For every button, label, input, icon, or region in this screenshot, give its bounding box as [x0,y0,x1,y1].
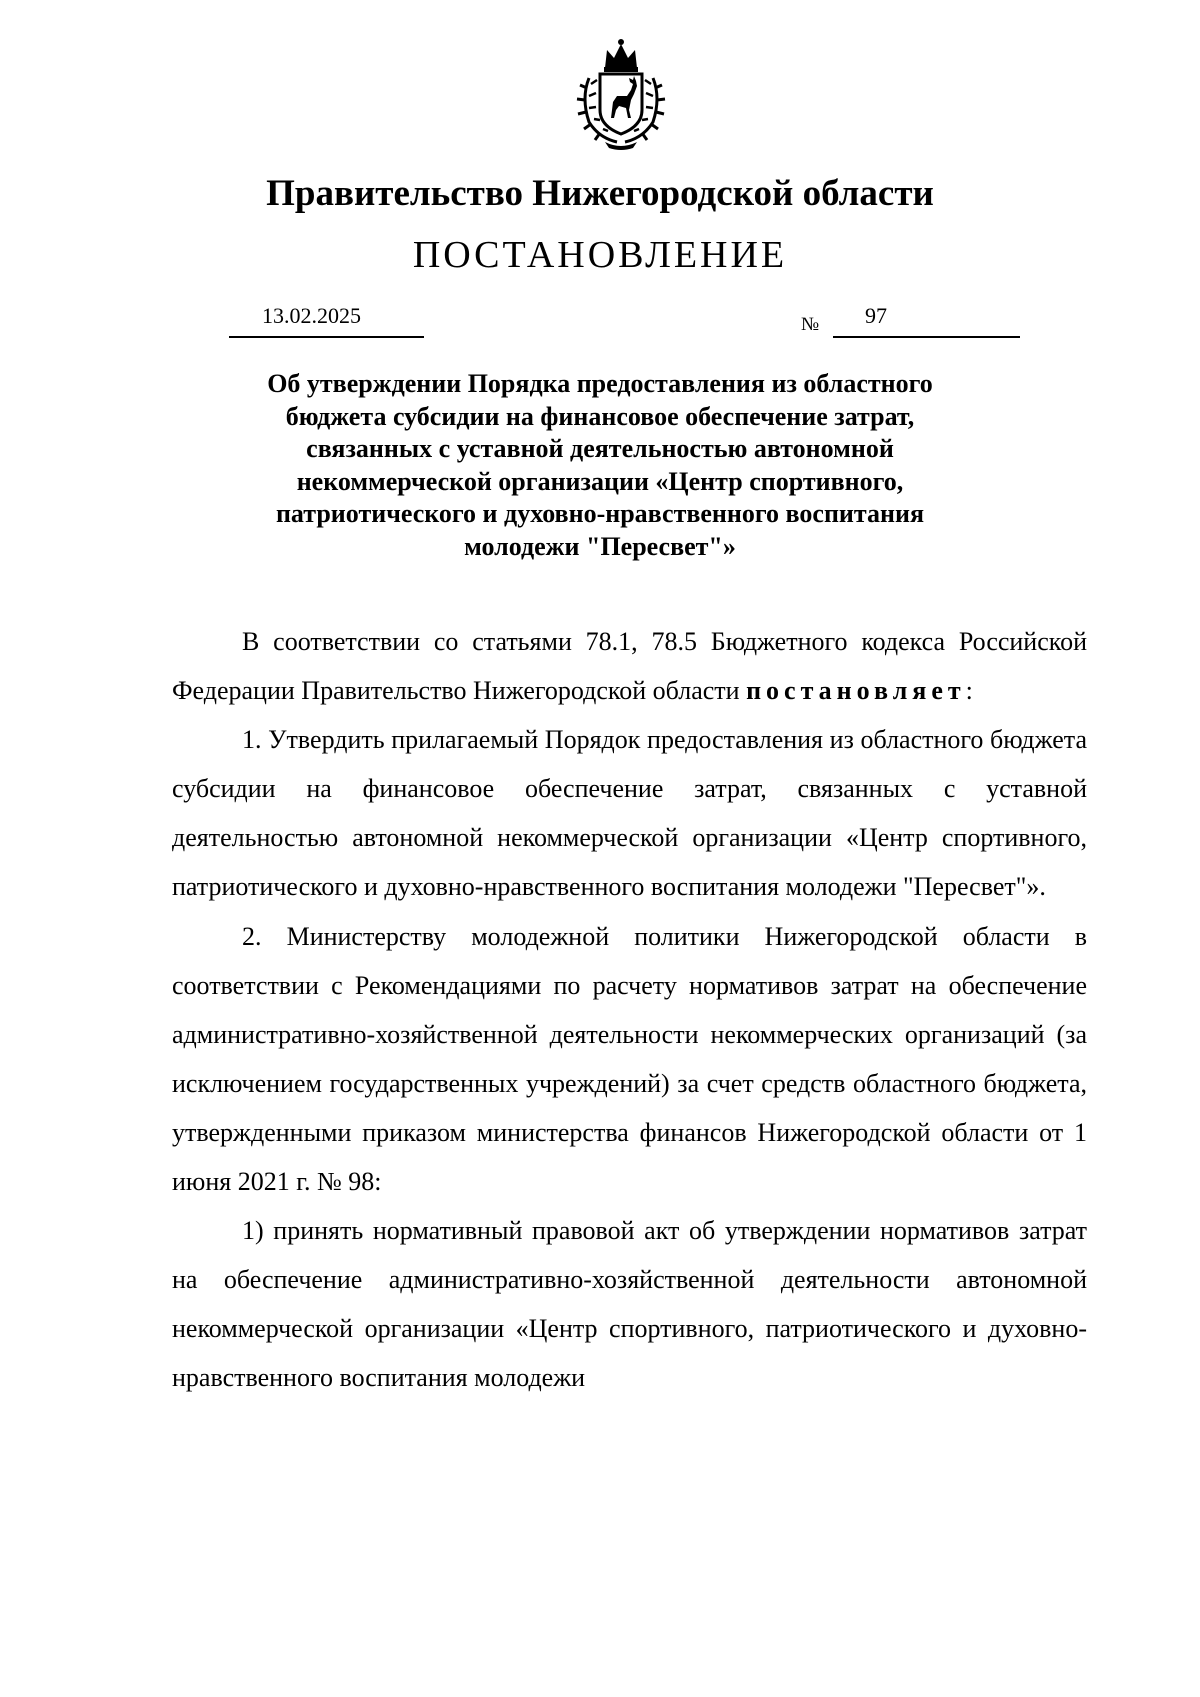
subparagraph-1: 1) принять нормативный правовой акт об утверждении нормативов затрат на обеспечение административно-хозяйственной деятельности автономной некоммерческой организации «Центр спортивного, патриотического и духовно-нравственного воспитания молодежи [172,1216,1087,1393]
decision-colon: : [965,676,973,706]
document-subject: Об утверждении Порядка предоставления из областного бюджета субсидии на финансовое обеспечение затрат, связанных с уставной деятельностью автономной некоммерческой организации «Центр спортивного, патриотического и духовно-нравственного воспитания молодежи "Пересвет"» [267,369,933,561]
decision-word: постановляет [746,676,966,706]
preamble-paragraph [172,617,1087,715]
document-number-field [833,302,1020,338]
paragraph-1: 1. Утвердить прилагаемый Порядок предоставления из областного бюджета субсидии на финансовое обеспечение затрат, связанных с уставной деятельностью автономной некоммерческой организации «Центр спортивного, патриотического и духовно-нравственного воспитания молодежи "Пересвет"». [172,725,1087,902]
document-body [172,617,1087,1403]
document-number: 97 [865,303,887,328]
document-date-field [229,302,424,338]
document-type: ПОСТАНОВЛЕНИЕ [412,234,788,276]
coat-of-arms-icon [567,38,675,152]
number-sign: № [801,314,820,335]
preamble-text: В соответствии со статьями 78.1, 78.5 Бюджетного кодекса Российской Федерации Правительство Нижегородской области [172,627,1087,706]
paragraph-2: 2. Министерству молодежной политики Нижегородской области в соответствии с Рекомендациями по расчету нормативов затрат на обеспечение административно-хозяйственной деятельности некоммерческих организаций (за исключением государственных учреждений) за счет средств областного бюджета, утвержденными приказом министерства финансов Нижегородской области от 1 июня 2021 г. № 98: [172,921,1087,1197]
organization-name: Правительство Нижегородской области [266,173,934,214]
document-date: 13.02.2025 [262,303,361,328]
